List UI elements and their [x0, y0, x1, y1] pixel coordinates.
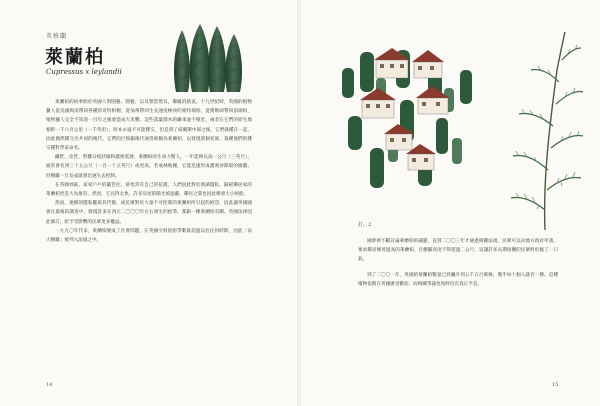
paragraph: 到了二〇〇一年，英國的萊蘭柏數量已經飆升到五千五百萬株，幾乎每十個人就有一棵。這種植物依舊在英國廣受歡迎，而相關爭議也始終沒有真正平息。: [358, 272, 558, 287]
region-label: 英格蘭: [46, 33, 68, 40]
paragraph: 國會裡不斷討論萊蘭柏的議題，直到二〇〇三年才通過相關法規，民眾可以向地方政府申請，要求鄰居修剪過高的萊蘭柏，且樹籬高度不得超過二公尺，這讓許多長期困擾的民眾終於鬆了一口氣。: [358, 239, 558, 263]
right-body-text: [358, 237, 558, 289]
cypress-branch-illustration: [505, 30, 585, 230]
paragraph: 鐵匠、皮匠、對雛分枝狀綠和濃密低矮，萊蘭柏的生命力驚人，一年能夠長高一公尺（三英尺），通常會長到三十五公尺（一百一十五英尺）或更高。若成林地種，它能迅速形成濃密屏障般的綠牆，但樹籬一旦長成就會迅速失去控制。: [46, 155, 252, 179]
page-number-left: 14: [46, 382, 53, 388]
paragraph: 然而，連續的隱私權與其代價，或民眾對於大量不可控制的萊蘭柏所引起的抱怨，因此讓英國國會在最後的調查中，發現許多在西元二〇〇〇年左右發生的紛爭，都跟一棵萊蘭柏有關。英國法律因此修訂，給予受影響的民眾更多權益。: [46, 201, 252, 225]
page-number-right: 15: [552, 382, 559, 388]
book-gutter: [297, 0, 301, 406]
paragraph: 一九九〇年代末，萊蘭柏變成了社會問題，在英國引發的紛爭數量超過以往任何時期，因此「高大樹籬」被列入法規之中。: [46, 228, 252, 244]
footnote-marker: 打，2: [358, 222, 372, 228]
cypress-trees-illustration: [170, 22, 250, 94]
page-title: 萊蘭柏: [45, 47, 105, 68]
latin-name: Cupressus x leylandii: [46, 68, 122, 76]
left-body-text: [46, 98, 252, 245]
paragraph: 在英國郊區，家家戶戶的籬笆往，卻也常有自己的花園。人們因此對於強調隱私，隔絕鄰居家的萊蘭柏更是大為推崇。然而，它長得太快，許多房屋的陽光被遮蔽，鄰居之間也因此爆發大小糾紛。: [46, 182, 252, 198]
houses-and-hedges-illustration: [340, 38, 510, 198]
paragraph: 萊蘭柏的故事始於英國人對園藝、園藝，以及想當然耳，鄰級的熱衷。十九世紀時，英國的植物獵人從美國與南帶回各種的奇特柏樹，從加州帶回生長速度極快的蒙特瑞柏，從奧勒岡帶回頂端柏，植物獵人完全不知道一百年之後會造成大災難。這些落葉喬木的繼承並不相近，兩者在它們的原生地相距一千六百公里（一千英里），原本永遠不可能雜交，但是到了威爾斯中部之後，它們就種在一起，因此偶然雜交出共同的後代。它們的巨無霸後代通常被稱為萊蘭柏，以發現那個家族、栽種他們的雜交種科學家命名。: [46, 100, 252, 152]
